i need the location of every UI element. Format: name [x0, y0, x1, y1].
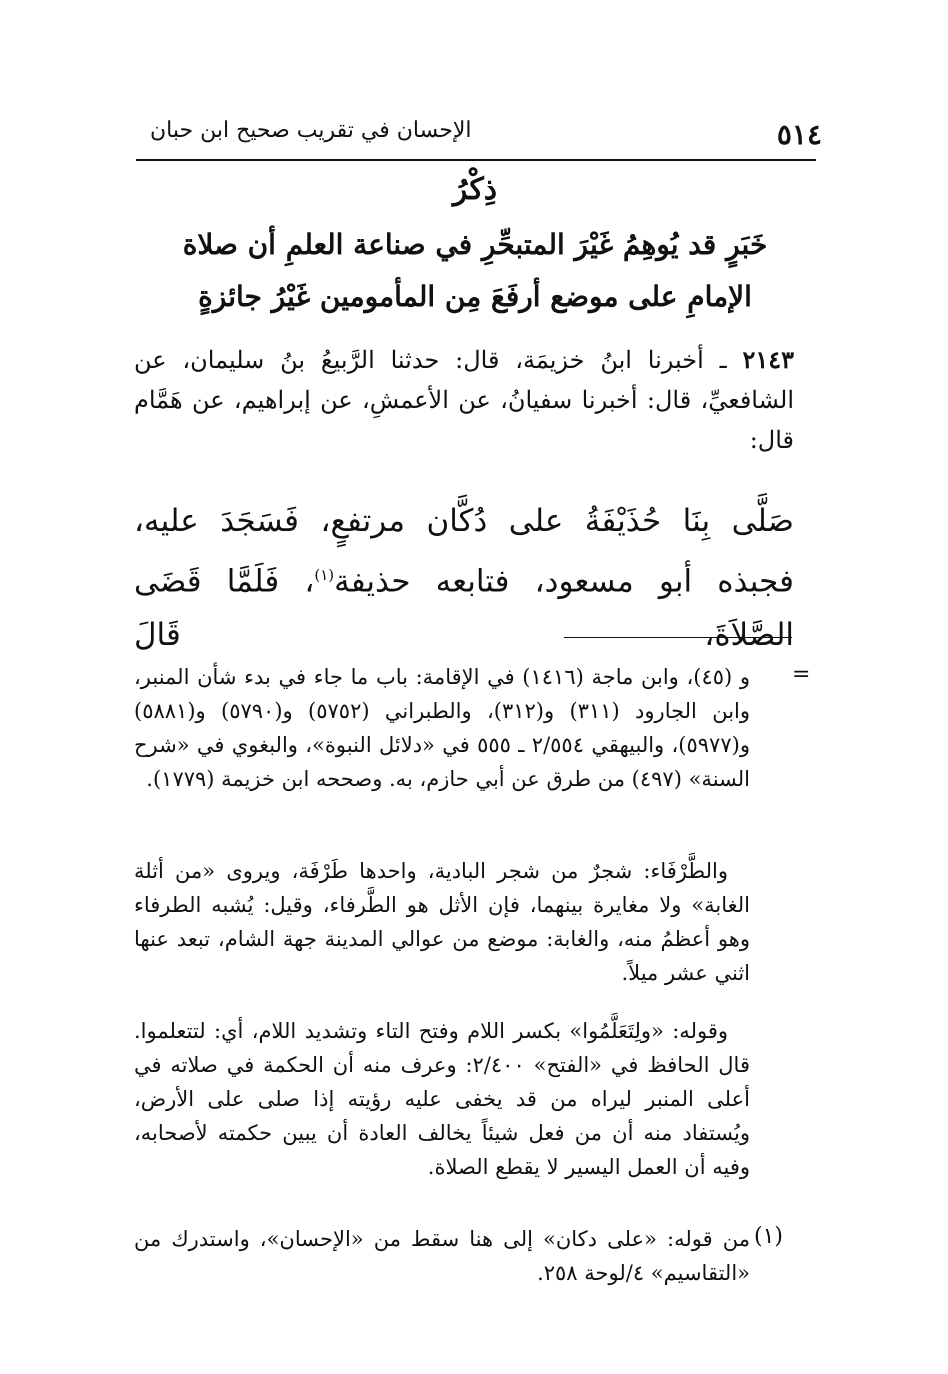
hadith-number-dash: ـ [703, 346, 743, 374]
footnote-1-number: (١) [754, 1224, 784, 1249]
footnote-qawluh-paragraph: وقوله: «ولِتَعَلَّمُوا» بكسر اللام وفتح التاء وتشديد اللام، أي: لتتعلموا. قال الحافظ في «الفتح» ٢/٤٠٠: وعرف منه أن الحكمة في صلاته في أعلى المنبر ليراه من قد يخفى عليه رؤيته إذا صلى على الأرض، ويُستفاد منه أن من فعل شيئاً يخالف العادة أن يبين حكمته لأصحابه، وفيه أن العمل اليسير لا يقطع الصلاة. [134, 1019, 750, 1179]
matn-text-before: صَلَّى بِنَا حُذَيْفَةُ على دُكَّان مرتفعٍ، فَسَجَدَ عليه، فجبذه أبو مسعود، فتابعه حذيفة [134, 503, 794, 600]
footnote-reference: (١) [314, 566, 335, 584]
footnote-divider [564, 637, 792, 638]
chapter-title-line-2: الإمامِ على موضع أرفَعَ مِن المأمومين غَيْرُ جائزةٍ [198, 280, 752, 313]
hadith-isnad [134, 340, 794, 460]
isnad-text: أخبرنا ابنُ خزيمَة، قال: حدثنا الرَّبيعُ بنُ سليمان، عن الشافعيِّ، قال: أخبرنا سفيانُ، عن الأعمشِ، عن إبراهيم، عن هَمَّام قال: [134, 346, 794, 454]
matn-text-after: ، فَلَمَّا قَضَى الصَّلاَةَ، قَالَ [134, 563, 794, 654]
chapter-label: ذِكْرُ [452, 172, 498, 207]
hadith-number: ٢١٤٣ [742, 345, 794, 374]
header-divider [136, 159, 816, 161]
chapter-title-line-1: خَبَرٍ قد يُوهِمُ غَيْرَ المتبحِّرِ في صناعة العلمِ أن صلاة [182, 228, 768, 261]
footnote-1-text: من قوله: «على دكان» إلى هنا سقط من «الإحسان»، واستدرك من «التقاسيم» ٤/لوحة ٢٥٨. [134, 1227, 750, 1285]
footnote-tarfa-paragraph: والطَّرْفَاء: شجرٌ من شجر البادية، واحدها طَرْفَة، ويروى «من أثلة الغابة» ولا مغايرة بينهما، فإن الأثل هو الطَّرفاء، وقيل: يُشبه الطرفاء وهو أعظمُ منه، والغابة: موضع من عوالي المدينة جهة الشام، تبعد عنها اثني عشر ميلاً. [134, 859, 750, 985]
running-title: الإحسان في تقريب صحيح ابن حبان [150, 118, 472, 143]
footnote-continuation-mark: = [792, 662, 811, 687]
page-number: ٥١٤ [776, 118, 822, 151]
footnote-continued-text: و (٤٥)، وابن ماجة (١٤١٦) في الإقامة: باب ما جاء في بدء شأن المنبر، وابن الجارود (٣١١) و(٣١٢)، والطبراني (٥٧٥٢) و(٥٧٩٠) و(٥٨٨١) و(٥٩٧٧)، والبيهقي ٢/٥٥٤ ـ ٥٥٥ في «دلائل النبوة»، والبغوي في «شرح السنة» (٤٩٧) من طرق عن أبي حازم، به. وصححه ابن خزيمة (١٧٧٩). [134, 665, 751, 791]
